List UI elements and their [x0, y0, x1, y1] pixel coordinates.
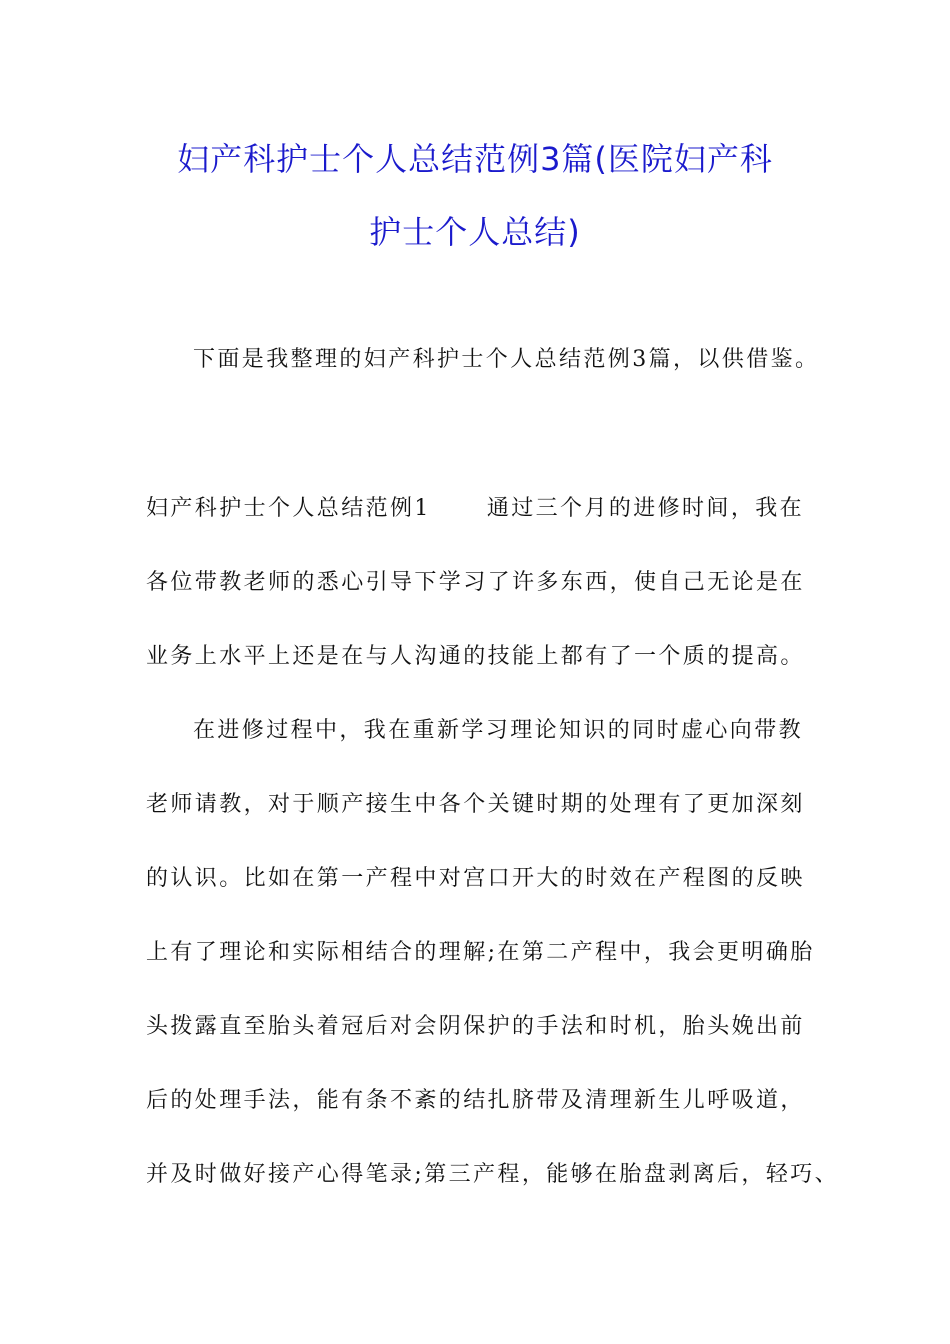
paragraph-text: 通过三个月的进修时间，我在 — [486, 496, 805, 521]
document-title-line-2: 护士个人总结) — [369, 213, 581, 251]
paragraph-line: 业务上水平上还是在与人沟通的技能上都有了一个质的提高。 — [146, 644, 805, 669]
document-title-line-1: 妇产科护士个人总结范例3篇(医院妇产科 — [177, 140, 773, 178]
paragraph-line: 并及时做好接产心得笔录;第三产程，能够在胎盘剥离后，轻巧、 — [146, 1162, 840, 1187]
section-heading: 妇产科护士个人总结范例1 — [146, 496, 431, 521]
paragraph-line: 各位带教老师的悉心引导下学习了许多东西，使自己无论是在 — [146, 570, 805, 595]
paragraph-line: 的认识。比如在第一产程中对宫口开大的时效在产程图的反映 — [146, 866, 805, 891]
intro-paragraph: 下面是我整理的妇产科护士个人总结范例3篇，以供借鉴。 — [193, 347, 820, 372]
paragraph-line: 老师请教，对于顺产接生中各个关键时期的处理有了更加深刻 — [146, 792, 805, 817]
paragraph-line: 上有了理论和实际相结合的理解;在第二产程中，我会更明确胎 — [146, 940, 815, 965]
paragraph-line — [146, 494, 804, 524]
paragraph-line: 头拨露直至胎头着冠后对会阴保护的手法和时机，胎头娩出前 — [146, 1014, 805, 1039]
paragraph-line: 后的处理手法，能有条不紊的结扎脐带及清理新生儿呼吸道， — [146, 1088, 805, 1113]
paragraph-line: 在进修过程中，我在重新学习理论知识的同时虚心向带教 — [193, 718, 804, 743]
